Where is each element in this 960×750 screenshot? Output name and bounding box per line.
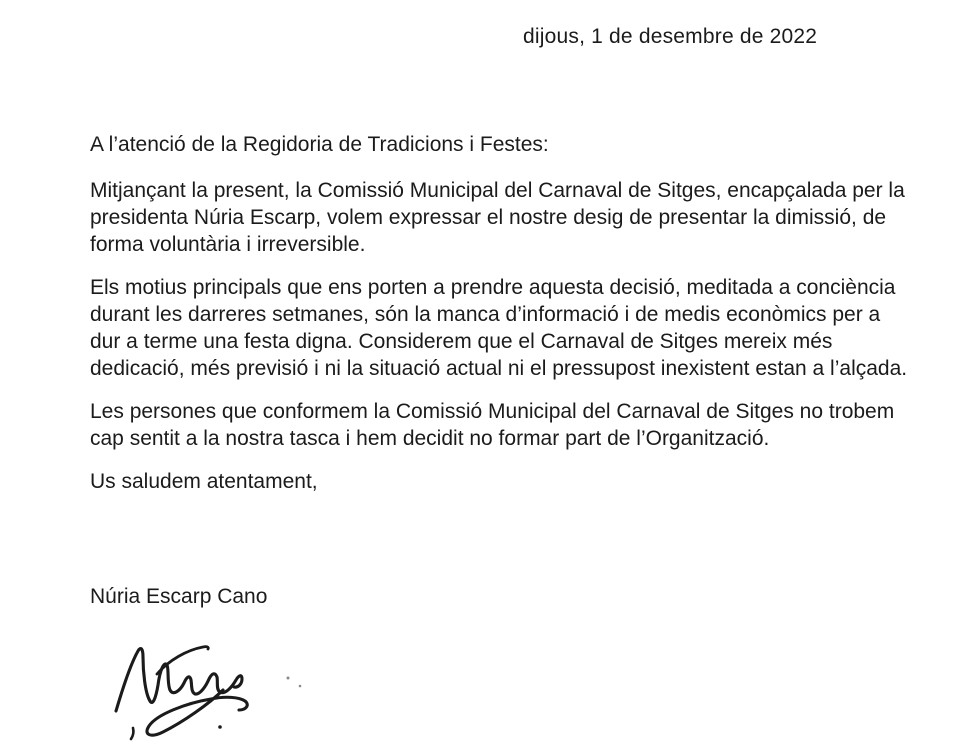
signer-name: Núria Escarp Cano bbox=[90, 585, 268, 608]
stray-dot-1 bbox=[287, 677, 290, 680]
signature-dot bbox=[218, 725, 222, 729]
signature-stroke-accent bbox=[157, 647, 208, 674]
date-line: dijous, 1 de desembre de 2022 bbox=[523, 25, 818, 48]
salutation-line: A l’atenció de la Regidoria de Tradicions i Festes: bbox=[90, 133, 549, 156]
signature-tick bbox=[131, 728, 133, 739]
stray-dot-2 bbox=[299, 685, 302, 688]
body-paragraph-3: Les persones que conformem la Comissió Municipal del Carnaval de Sitges no trobem cap sentit a la nostra tasca i hem decidit no formar part de l’Organització. bbox=[90, 400, 895, 450]
handwritten-signature bbox=[103, 640, 328, 750]
signature-stroke-letters bbox=[116, 649, 242, 711]
signature-stroke-flourish bbox=[147, 690, 247, 735]
body-paragraph-1: Mitjançant la present, la Comissió Municipal del Carnaval de Sitges, encapçalada per la presidenta Núria Escarp, volem expressar el nostre desig de presentar la dimissió, de forma voluntària i irreversible. bbox=[90, 179, 905, 256]
closing-line: Us saludem atentament, bbox=[90, 470, 318, 493]
body-paragraph-2: Els motius principals que ens porten a prendre aquesta decisió, meditada a conciència durant les darreres setmanes, són la manca d’informació i de medis econòmics per a dur a terme una festa digna. Considerem que el Carnaval de Sitges mereix més dedicació, més previsió i ni la situació actual ni el pressupost inexistent estan a l’alçada. bbox=[90, 276, 908, 380]
